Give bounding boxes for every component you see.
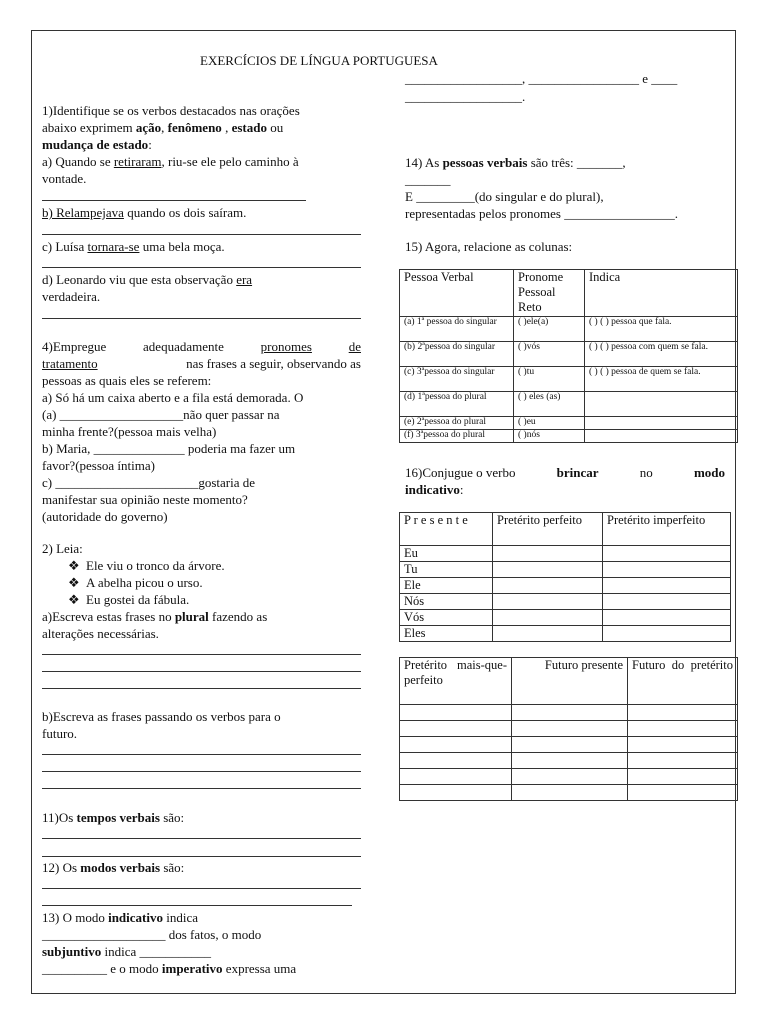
answer-line[interactable] (42, 754, 361, 755)
relation-table (399, 269, 738, 443)
diamond-bullet-icon: ❖ (68, 592, 80, 607)
q14-line4: representadas pelos pronomes _________________. (405, 206, 678, 221)
q16-line2: indicativo: (405, 482, 464, 497)
answer-cell[interactable] (400, 769, 512, 785)
q15-title: 15) Agora, relacione as colunas: (405, 239, 573, 254)
cell-pessoa: (a) 1ª pessoa do singular (400, 317, 514, 342)
cell-indica (585, 392, 738, 417)
q2-item: ❖ Eu gostei da fábula. (68, 592, 190, 607)
answer-line[interactable] (42, 318, 361, 319)
table-row (400, 753, 738, 769)
answer-cell[interactable] (628, 705, 738, 721)
table-row (400, 417, 738, 430)
q4-item-b: b) Maria, ______________ poderia ma fazer um (42, 441, 296, 456)
q4-item-c-hint: (autoridade do governo) (42, 509, 168, 524)
cell-pronome[interactable]: ( )vós (514, 342, 585, 367)
q14-line1: 14) As pessoas verbais são três: _______, (405, 155, 626, 170)
header-pronome: Pronome Pessoal Reto (514, 270, 585, 317)
table-row (400, 578, 731, 594)
header-futuro-presente: Futuro presente (512, 658, 628, 705)
cell-pronome[interactable]: ( )tu (514, 367, 585, 392)
table-header-row (400, 513, 731, 546)
answer-line[interactable] (42, 671, 361, 672)
table-row (400, 562, 731, 578)
cell-indica[interactable]: ( ) ( ) pessoa que fala. (585, 317, 738, 342)
table-row (400, 737, 738, 753)
continuation-line1: __________________, _________________ e ____ (405, 71, 678, 86)
q12-text: 12) Os modos verbais são: (42, 860, 185, 875)
q13-line2: ___________________ dos fatos, o modo (42, 927, 262, 942)
header-mais-que-perfeito: Pretérito mais-que-perfeito (400, 658, 512, 705)
answer-line[interactable] (42, 200, 306, 201)
answer-line[interactable] (42, 654, 361, 655)
cell-pronome[interactable]: ( ) eles (as) (514, 392, 585, 417)
q2-b: b)Escreva as frases passando os verbos para o (42, 709, 281, 724)
answer-cell[interactable] (603, 578, 731, 594)
answer-line[interactable] (42, 888, 361, 889)
answer-cell[interactable] (628, 737, 738, 753)
answer-cell[interactable] (493, 626, 603, 642)
q4-line2: tratamento nas frases a seguir, observando as (42, 356, 361, 371)
answer-cell[interactable] (493, 562, 603, 578)
table-row (400, 785, 738, 801)
q1-intro-line3: mudança de estado: (42, 137, 152, 152)
q2-item: ❖ A abelha picou o urso. (68, 575, 203, 590)
q4-item-a: a) Só há um caixa aberto e a fila está demorada. O (42, 390, 304, 405)
header-preterito-imperfeito: Pretérito imperfeito (603, 513, 731, 546)
answer-line[interactable] (42, 905, 352, 906)
q14-line2: _______ (405, 172, 451, 187)
q14-line3: E _________(do singular e do plural), (405, 189, 604, 204)
cell-pronome[interactable]: ( )eu (514, 417, 585, 430)
answer-cell[interactable] (512, 753, 628, 769)
header-presente: P r e s e n t e (400, 513, 493, 546)
cell-pessoa: (f) 3ªpessoa do plural (400, 430, 514, 443)
diamond-bullet-icon: ❖ (68, 558, 80, 573)
q4-line1: 4)Empregue adequadamente pronomes de (42, 339, 361, 354)
answer-cell[interactable] (512, 769, 628, 785)
answer-cell[interactable] (628, 785, 738, 801)
page-title: EXERCÍCIOS DE LÍNGUA PORTUGUESA (200, 53, 438, 68)
q4-item-c: c) ______________________gostaria de (42, 475, 256, 490)
pronoun-cell: Eles (400, 626, 493, 642)
table-row (400, 626, 731, 642)
answer-cell[interactable] (493, 610, 603, 626)
table-row (400, 769, 738, 785)
header-pessoa-verbal: Pessoa Verbal (400, 270, 514, 317)
answer-cell[interactable] (400, 705, 512, 721)
answer-line[interactable] (42, 688, 361, 689)
cell-indica (585, 417, 738, 430)
answer-cell[interactable] (400, 785, 512, 801)
q1-item-d: d) Leonardo viu que esta observação era (42, 272, 253, 287)
table-row (400, 705, 738, 721)
answer-cell[interactable] (400, 753, 512, 769)
q11-text: 11)Os tempos verbais são: (42, 810, 185, 825)
answer-cell[interactable] (512, 737, 628, 753)
q1-item-b: b) Relampejava quando os dois saíram. (42, 205, 247, 220)
table-row (400, 367, 738, 392)
answer-cell[interactable] (493, 594, 603, 610)
q2-title: 2) Leia: (42, 541, 83, 556)
q4-item-c-cont: manifestar sua opinião neste momento? (42, 492, 248, 507)
answer-cell[interactable] (603, 594, 731, 610)
cell-indica[interactable]: ( ) ( ) pessoa de quem se fala. (585, 367, 738, 392)
q1-item-a: a) Quando se retiraram, riu-se ele pelo caminho à (42, 154, 299, 169)
cell-indica (585, 430, 738, 443)
header-futuro-preterito: Futuro do pretérito (628, 658, 738, 705)
answer-cell[interactable] (603, 562, 731, 578)
q16-line1: 16)Conjugue o verbo brincar no modo (405, 465, 725, 480)
cell-pronome[interactable]: ( )nós (514, 430, 585, 443)
q4-item-a-blank: (a) ___________________não quer passar na (42, 407, 280, 422)
pronoun-cell: Tu (400, 562, 493, 578)
conjugation-table-1 (399, 512, 731, 642)
cell-pessoa: (b) 2ªpessoa do singular (400, 342, 514, 367)
answer-cell[interactable] (603, 610, 731, 626)
q1-intro-line2: abaixo exprimem ação, fenômeno , estado ou (42, 120, 284, 135)
table-row (400, 721, 738, 737)
diamond-bullet-icon: ❖ (68, 575, 80, 590)
table-row (400, 430, 738, 443)
answer-line[interactable] (42, 234, 361, 235)
q2-b-cont: futuro. (42, 726, 78, 741)
answer-cell[interactable] (512, 721, 628, 737)
table-row (400, 546, 731, 562)
cell-pessoa: (c) 3ªpessoa do singular (400, 367, 514, 392)
pronoun-cell: Nós (400, 594, 493, 610)
header-indica: Indica (585, 270, 738, 317)
answer-cell[interactable] (628, 769, 738, 785)
q13-line3: subjuntivo indica ___________ (42, 944, 212, 959)
pronoun-cell: Vós (400, 610, 493, 626)
answer-line[interactable] (42, 771, 361, 772)
answer-cell[interactable] (512, 785, 628, 801)
answer-cell[interactable] (628, 721, 738, 737)
answer-line[interactable] (42, 788, 361, 789)
answer-cell[interactable] (493, 546, 603, 562)
pronoun-cell: Eu (400, 546, 493, 562)
answer-cell[interactable] (400, 721, 512, 737)
table-header-row (400, 270, 738, 317)
answer-cell[interactable] (628, 753, 738, 769)
answer-line[interactable] (42, 838, 361, 839)
q4-item-b-hint: favor?(pessoa íntima) (42, 458, 155, 473)
q13-line1: 13) O modo indicativo indica (42, 910, 199, 925)
q13-line4: __________ e o modo imperativo expressa uma (42, 961, 297, 976)
cell-pessoa: (e) 2ªpessoa do plural (400, 417, 514, 430)
cell-pessoa: (d) 1ªpessoa do plural (400, 392, 514, 417)
q1-item-c: c) Luísa tornara-se uma bela moça. (42, 239, 225, 254)
table-header-row (400, 658, 738, 705)
table-row (400, 594, 731, 610)
cell-pronome[interactable]: ( )ele(a) (514, 317, 585, 342)
q2-a: a)Escreva estas frases no plural fazendo as (42, 609, 268, 624)
cell-indica[interactable]: ( ) ( ) pessoa com quem se fala. (585, 342, 738, 367)
conjugation-table-2 (399, 657, 738, 801)
answer-cell[interactable] (400, 737, 512, 753)
header-preterito-perfeito: Pretérito perfeito (493, 513, 603, 546)
answer-line[interactable] (42, 856, 361, 857)
q2-a-cont: alterações necessárias. (42, 626, 159, 641)
table-row (400, 610, 731, 626)
q1-item-d-cont: verdadeira. (42, 289, 101, 304)
answer-cell[interactable] (603, 626, 731, 642)
table-row (400, 342, 738, 367)
answer-cell[interactable] (493, 578, 603, 594)
pronoun-cell: Ele (400, 578, 493, 594)
q1-intro: 1)Identifique se os verbos destacados nas orações (42, 103, 300, 118)
answer-cell[interactable] (512, 705, 628, 721)
q1-item-a-cont: vontade. (42, 171, 87, 186)
q4-item-a-hint: minha frente?(pessoa mais velha) (42, 424, 217, 439)
q2-item: ❖ Ele viu o tronco da árvore. (68, 558, 225, 573)
q4-line3: pessoas as quais eles se referem: (42, 373, 212, 388)
answer-cell[interactable] (603, 546, 731, 562)
table-row (400, 317, 738, 342)
table-row (400, 392, 738, 417)
continuation-line2: __________________. (405, 89, 526, 104)
answer-line[interactable] (42, 267, 361, 268)
